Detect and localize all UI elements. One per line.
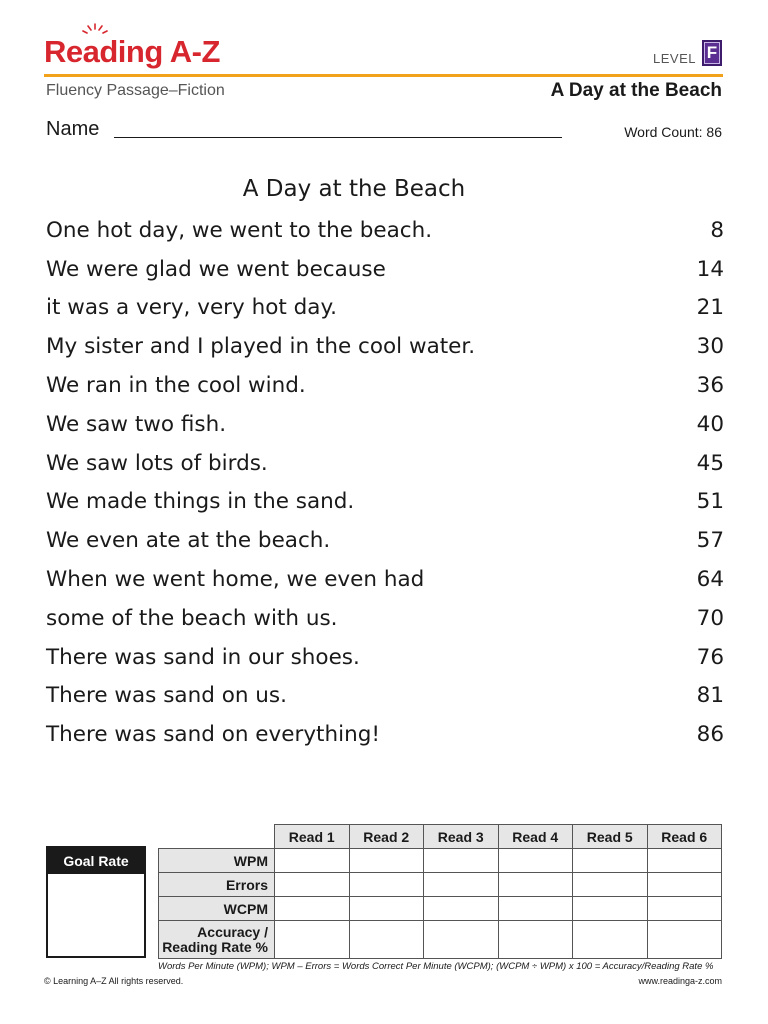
column-header: Read 3	[424, 825, 499, 849]
header-divider	[44, 74, 723, 77]
line-text: We ran in the cool wind.	[46, 373, 306, 399]
score-cell[interactable]	[275, 873, 350, 897]
score-cell[interactable]	[498, 849, 573, 873]
score-cell[interactable]	[424, 921, 499, 959]
passage-line	[46, 521, 724, 560]
passage-line	[46, 444, 724, 483]
passage-line	[46, 211, 724, 250]
logo-text: Reading A-Z	[44, 34, 220, 69]
passage-line	[46, 366, 724, 405]
running-word-count: 64	[696, 567, 724, 593]
score-cell[interactable]	[275, 849, 350, 873]
line-text: One hot day, we went to the beach.	[46, 217, 433, 243]
score-cell[interactable]	[647, 897, 722, 921]
level-badge: F	[702, 40, 722, 66]
score-cell[interactable]	[573, 873, 648, 897]
line-text: My sister and I played in the cool water.	[46, 334, 476, 360]
score-cell[interactable]	[275, 921, 350, 959]
score-cell[interactable]	[498, 921, 573, 959]
column-header: Read 1	[275, 825, 350, 849]
score-cell[interactable]	[349, 873, 424, 897]
running-word-count: 57	[696, 528, 724, 554]
goal-rate-box[interactable]	[46, 846, 146, 958]
row-label	[159, 921, 275, 959]
passage-line	[46, 405, 724, 444]
score-cell[interactable]	[424, 897, 499, 921]
row-label: WPM	[159, 849, 275, 873]
level-label: LEVEL	[653, 51, 696, 66]
score-cell[interactable]	[647, 921, 722, 959]
passage-line	[46, 289, 724, 328]
row-label: WCPM	[159, 897, 275, 921]
passage-line	[46, 715, 724, 754]
line-text: some of the beach with us.	[46, 605, 338, 631]
score-cell[interactable]	[349, 897, 424, 921]
column-header: Read 2	[349, 825, 424, 849]
running-word-count: 76	[696, 644, 724, 670]
passage-line	[46, 599, 724, 638]
table-corner	[159, 825, 275, 849]
running-word-count: 86	[696, 722, 724, 748]
running-word-count: 81	[696, 683, 724, 709]
line-text: There was sand on us.	[46, 683, 287, 709]
score-cell[interactable]	[424, 849, 499, 873]
passage-title: A Day at the Beach	[242, 176, 466, 202]
passage-line	[46, 638, 724, 677]
level-indicator	[653, 40, 722, 66]
row-label: Errors	[159, 873, 275, 897]
table-row	[159, 873, 722, 897]
copyright: © Learning A–Z All rights reserved.	[44, 976, 184, 986]
score-cell[interactable]	[573, 897, 648, 921]
accuracy-label-line2: Reading Rate %	[162, 938, 268, 955]
line-text: When we went home, we even had	[46, 567, 425, 593]
passage-line	[46, 560, 724, 599]
table-row	[159, 921, 722, 959]
line-text: There was sand in our shoes.	[46, 644, 360, 670]
score-cell[interactable]	[498, 873, 573, 897]
running-word-count: 36	[696, 373, 724, 399]
running-word-count: 21	[696, 295, 724, 321]
running-word-count: 45	[696, 450, 724, 476]
website-url: www.readinga-z.com	[638, 976, 722, 986]
line-text: There was sand on everything!	[46, 722, 380, 748]
passage-line	[46, 327, 724, 366]
column-header: Read 6	[647, 825, 722, 849]
passage-line	[46, 483, 724, 522]
score-cell[interactable]	[573, 849, 648, 873]
score-cell[interactable]	[275, 897, 350, 921]
running-word-count: 51	[696, 489, 724, 515]
line-text: We saw two fish.	[46, 411, 227, 437]
passage-line	[46, 250, 724, 289]
score-cell[interactable]	[349, 849, 424, 873]
line-text: We were glad we went because	[46, 256, 386, 282]
table-header-row	[159, 825, 722, 849]
line-text: We saw lots of birds.	[46, 450, 268, 476]
passage-lines	[46, 211, 724, 754]
running-word-count: 8	[710, 217, 724, 243]
word-count: Word Count: 86	[624, 124, 722, 140]
goal-rate-label: Goal Rate	[48, 848, 144, 874]
score-cell[interactable]	[349, 921, 424, 959]
formula-note: Words Per Minute (WPM); WPM – Errors = Words Correct Per Minute (WCPM); (WCPM ÷ WPM) x 100 = Accuracy/Reading Rate %	[158, 961, 714, 972]
running-word-count: 40	[696, 411, 724, 437]
reading-score-table	[158, 824, 722, 959]
score-cell[interactable]	[647, 849, 722, 873]
score-cell[interactable]	[498, 897, 573, 921]
table-row	[159, 897, 722, 921]
column-header: Read 5	[573, 825, 648, 849]
accuracy-label-line1: Accuracy /	[197, 923, 268, 940]
running-word-count: 30	[696, 334, 724, 360]
column-header: Read 4	[498, 825, 573, 849]
table-row	[159, 849, 722, 873]
line-text: it was a very, very hot day.	[46, 295, 337, 321]
score-cell[interactable]	[647, 873, 722, 897]
running-word-count: 70	[696, 605, 724, 631]
running-word-count: 14	[696, 256, 724, 282]
reading-az-logo	[44, 22, 220, 72]
score-cell[interactable]	[573, 921, 648, 959]
line-text: We made things in the sand.	[46, 489, 355, 515]
header-title: A Day at the Beach	[550, 80, 722, 101]
name-label: Name	[46, 118, 100, 140]
name-field-line	[114, 137, 562, 138]
passage-line	[46, 677, 724, 716]
line-text: We even ate at the beach.	[46, 528, 331, 554]
passage-category: Fluency Passage–Fiction	[46, 82, 225, 99]
score-cell[interactable]	[424, 873, 499, 897]
